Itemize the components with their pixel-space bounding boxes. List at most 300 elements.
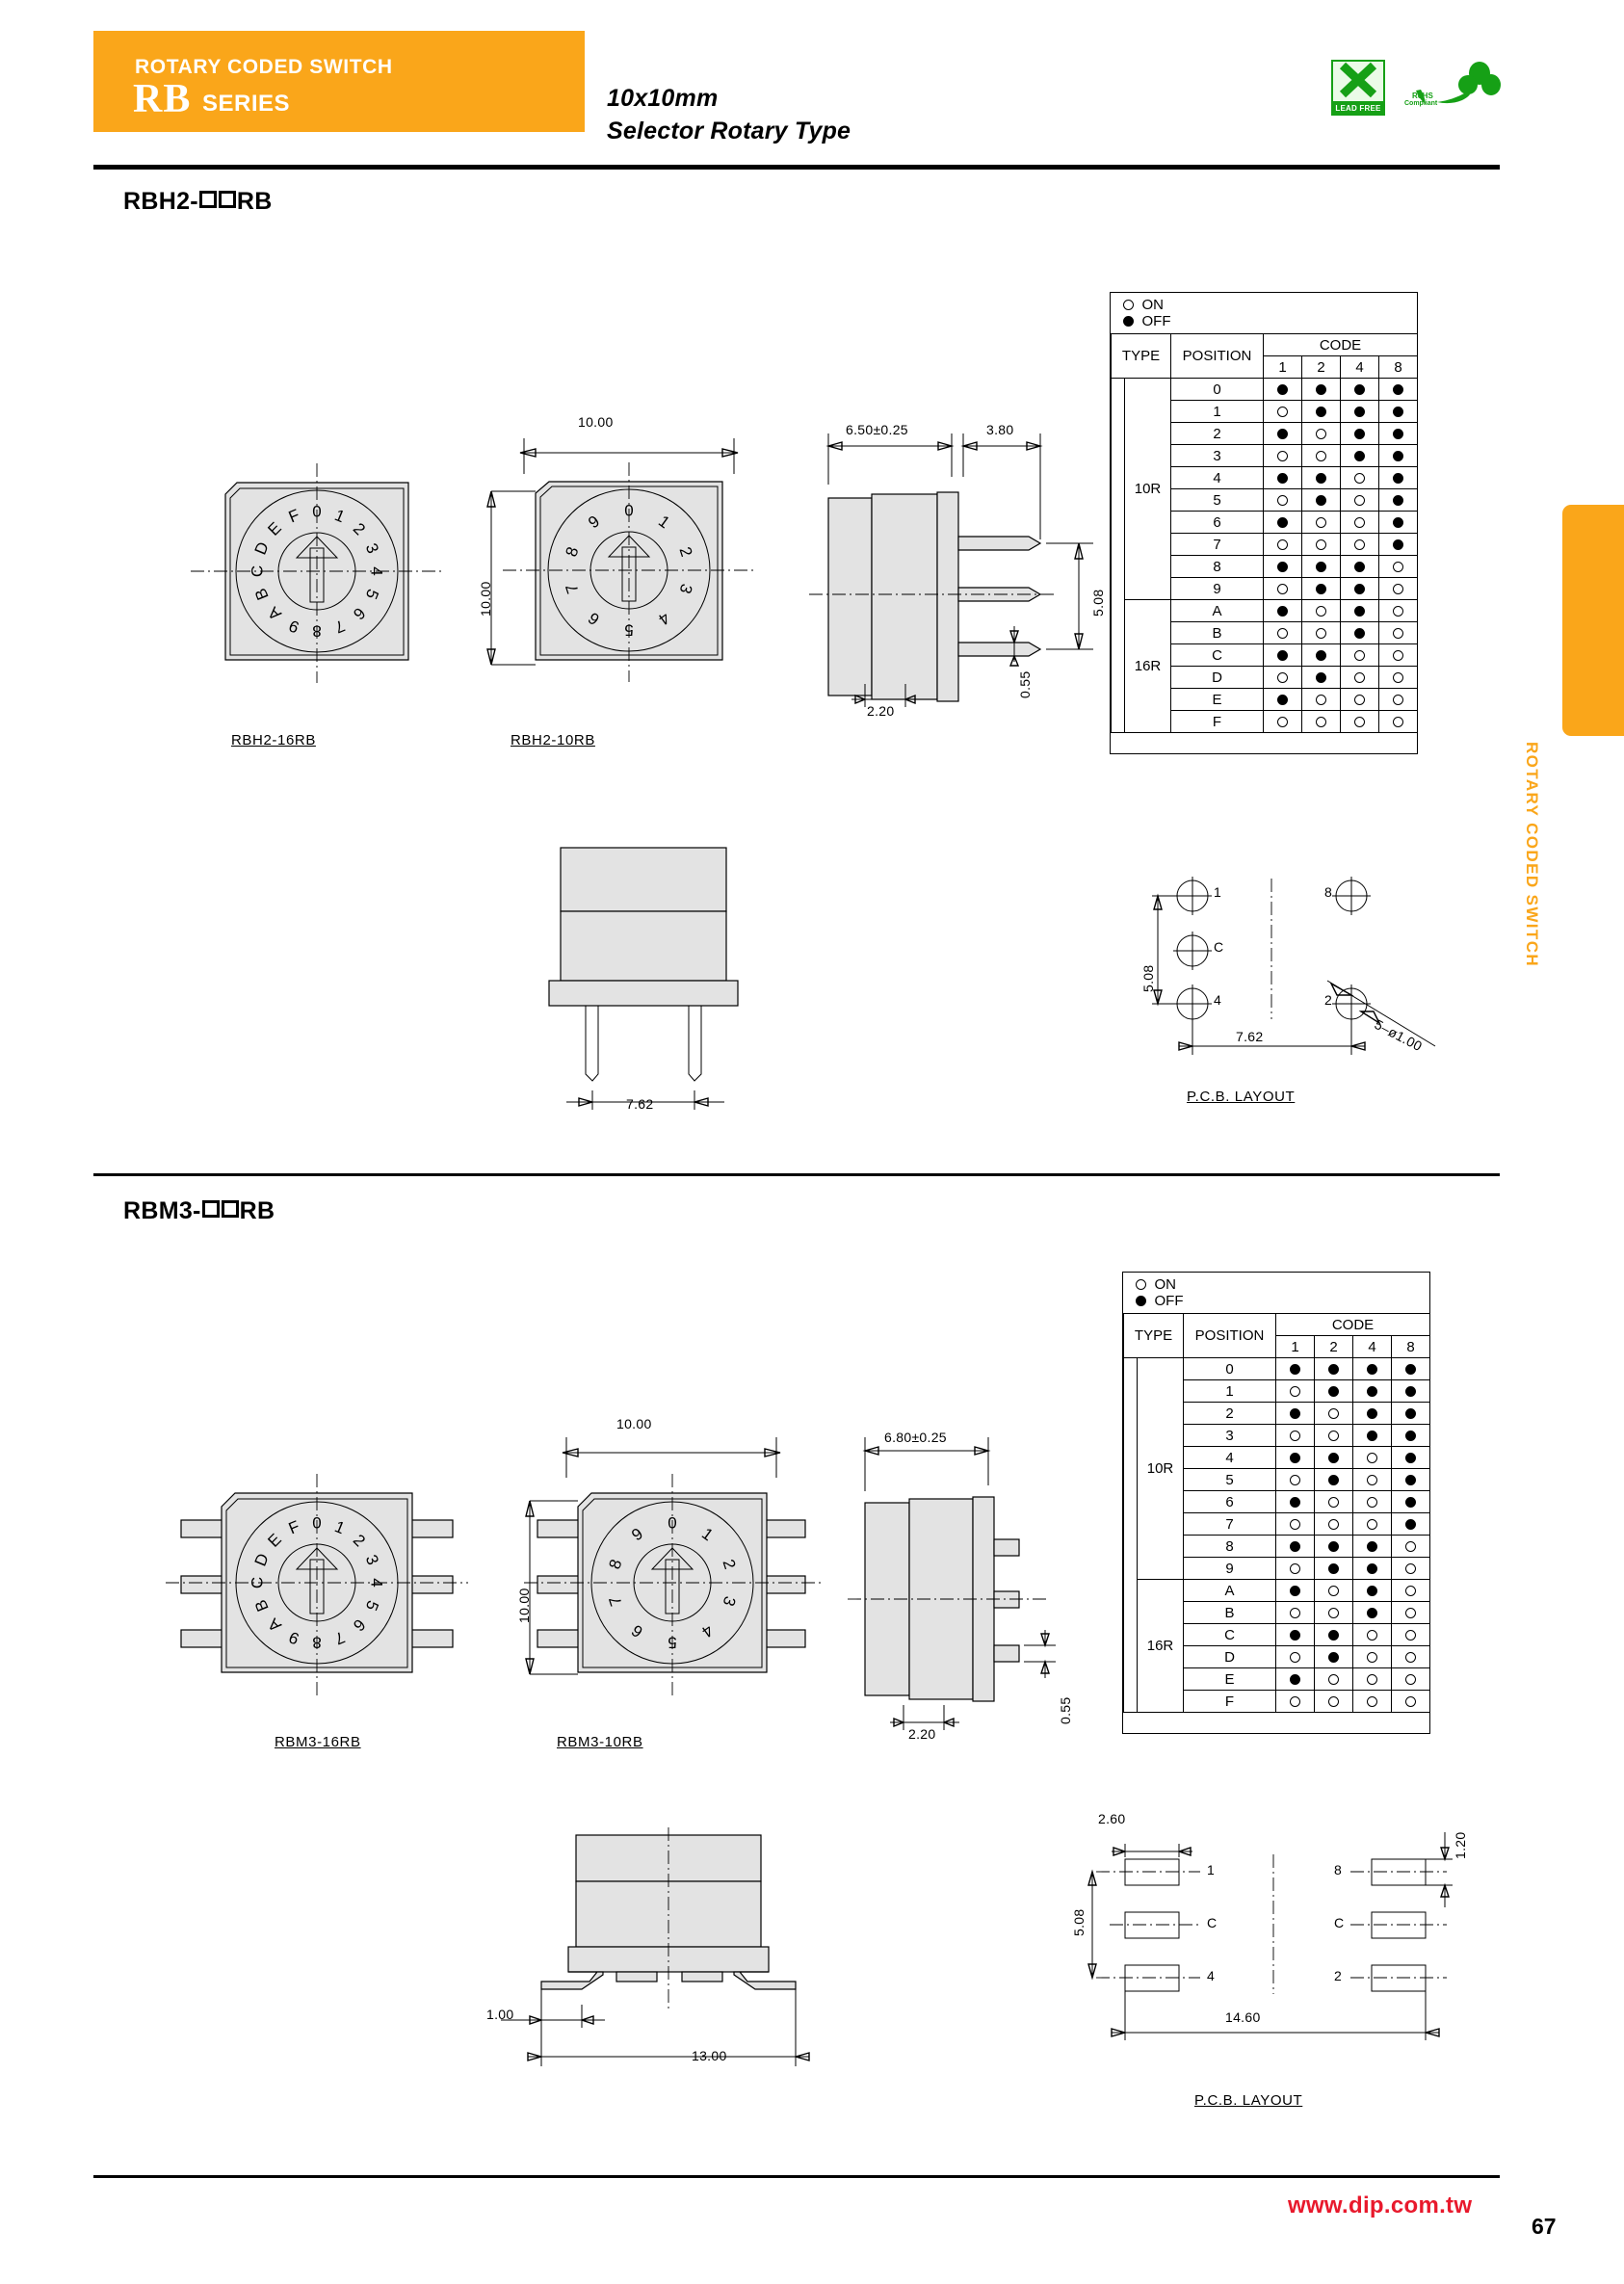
rbm3-dial16-caption: RBM3-16RB xyxy=(275,1734,361,1750)
dial-mark: 9 xyxy=(286,616,302,637)
off-label: OFF xyxy=(1141,313,1171,329)
rbh2-code-cell-9-8 xyxy=(1379,578,1418,600)
dial-mark: C xyxy=(248,564,267,578)
dial-mark: 8 xyxy=(605,1557,626,1572)
rbh2-code-cell-C-8 xyxy=(1379,644,1418,667)
rbh2-code-cell-A-1 xyxy=(1264,600,1302,622)
rbm3-code-cell-0-1 xyxy=(1276,1358,1315,1380)
rbh2-code-cell-8-4 xyxy=(1341,556,1379,578)
rbh2-code-type-16r: 16R xyxy=(1125,600,1171,733)
state-off-icon xyxy=(1367,1431,1377,1441)
rbm3-code-position-9: 9 xyxy=(1184,1558,1276,1580)
state-off-icon xyxy=(1277,650,1288,661)
rbh2-code-cell-3-2 xyxy=(1302,445,1341,467)
rbh2-code-cell-E-4 xyxy=(1341,689,1379,711)
table-row xyxy=(1112,379,1418,401)
rbh2-pcb-dim-horz: 7.62 xyxy=(1236,1029,1264,1044)
state-off-icon xyxy=(1405,1475,1416,1485)
rbm3-code-cell-F-2 xyxy=(1315,1691,1353,1713)
rbm3-height-dim-line xyxy=(501,1491,559,1684)
state-off-icon xyxy=(1290,1408,1300,1419)
rbm3-code-cell-5-4 xyxy=(1353,1469,1392,1491)
rbm3-pcb-dim-horz: 14.60 xyxy=(1225,2009,1261,2025)
state-off-icon xyxy=(1405,1431,1416,1441)
rbh2-code-cell-E-1 xyxy=(1264,689,1302,711)
rbh2-code-position-3: 3 xyxy=(1171,445,1264,467)
footer-url[interactable]: www.dip.com.tw xyxy=(1288,2192,1473,2218)
state-off-icon xyxy=(1328,1453,1339,1463)
state-on-icon xyxy=(1393,650,1403,661)
rbh2-code-header-code: CODE xyxy=(1264,334,1418,356)
rbm3-code-position-F: F xyxy=(1184,1691,1276,1713)
on-label: ON xyxy=(1141,297,1164,313)
dial-mark: 9 xyxy=(286,1627,302,1648)
rbh2-code-cell-2-4 xyxy=(1341,423,1379,445)
state-off-icon xyxy=(1367,1364,1377,1375)
off-symbol-icon xyxy=(1136,1296,1146,1306)
rbm3-code-position-2: 2 xyxy=(1184,1403,1276,1425)
rbh2-code-cell-6-1 xyxy=(1264,512,1302,534)
on-symbol-icon xyxy=(1123,300,1134,310)
state-off-icon xyxy=(1354,429,1365,439)
rbh2-code-header-type: TYPE xyxy=(1112,334,1171,379)
state-on-icon xyxy=(1367,1453,1377,1463)
side-tab-label: ROTARY CODED SWITCH xyxy=(1523,742,1541,968)
rbm3-dial16-drawing xyxy=(164,1483,482,1724)
state-off-icon xyxy=(1405,1453,1416,1463)
rbm3-code-position-0: 0 xyxy=(1184,1358,1276,1380)
state-off-icon xyxy=(1316,562,1326,572)
dial-mark: 9 xyxy=(628,1524,646,1545)
rbm3-code-code-bit-4: 4 xyxy=(1353,1336,1392,1358)
state-off-icon xyxy=(1367,1586,1377,1596)
state-on-icon xyxy=(1328,1586,1339,1596)
dial-mark: 9 xyxy=(585,512,603,533)
rbm3-code-cell-9-1 xyxy=(1276,1558,1315,1580)
state-off-icon xyxy=(1393,473,1403,484)
state-on-icon xyxy=(1328,1674,1339,1685)
dial-mark: D xyxy=(250,1550,273,1569)
rbh2-code-cell-A-4 xyxy=(1341,600,1379,622)
state-on-icon xyxy=(1316,539,1326,550)
rbh2-code-cell-3-4 xyxy=(1341,445,1379,467)
state-on-icon xyxy=(1405,1541,1416,1552)
rbh2-code-position-4: 4 xyxy=(1171,467,1264,489)
rbh2-code-cell-B-1 xyxy=(1264,622,1302,644)
state-off-icon xyxy=(1393,517,1403,528)
rbm3-code-cell-F-4 xyxy=(1353,1691,1392,1713)
rbm3-code-cell-9-8 xyxy=(1392,1558,1430,1580)
rbm3-elevation-drawing xyxy=(482,1825,848,2105)
rbh2-code-cell-6-8 xyxy=(1379,512,1418,534)
rbh2-code-type-10r: 10R xyxy=(1125,379,1171,600)
rbm3-dim-width: 10.00 xyxy=(616,1416,652,1431)
rbh2-code-position-1: 1 xyxy=(1171,401,1264,423)
state-on-icon xyxy=(1328,1431,1339,1441)
dial-mark: 2 xyxy=(349,519,369,539)
section-title-rbm3 xyxy=(123,1197,275,1225)
state-off-icon xyxy=(1367,1386,1377,1397)
footer-rule xyxy=(93,2175,1500,2178)
dial-mark: 1 xyxy=(698,1524,717,1545)
dial-mark: 5 xyxy=(361,586,382,602)
rbm3-code-position-6: 6 xyxy=(1184,1491,1276,1513)
state-off-icon xyxy=(1290,1364,1300,1375)
rbm3-dim-body-depth: 6.80±0.25 xyxy=(884,1430,947,1445)
rbm3-code-cell-A-1 xyxy=(1276,1580,1315,1602)
rbm3-dim-bottom-span: 13.00 xyxy=(692,2048,727,2063)
state-off-icon xyxy=(1316,650,1326,661)
state-off-icon xyxy=(1393,407,1403,417)
rbh2-code-position-9: 9 xyxy=(1171,578,1264,600)
table-row xyxy=(1124,1358,1430,1380)
rbm3-code-cell-5-8 xyxy=(1392,1469,1430,1491)
rbm3-code-cell-E-2 xyxy=(1315,1668,1353,1691)
rbm3-pcb-pad-2: 2 xyxy=(1334,1968,1343,1983)
dial-mark: 4 xyxy=(655,608,673,629)
state-on-icon xyxy=(1367,1696,1377,1707)
rbm3-code-position-D: D xyxy=(1184,1646,1276,1668)
rbh2-dial10-caption: RBH2-10RB xyxy=(511,732,595,748)
rbh2-code-cell-4-2 xyxy=(1302,467,1341,489)
rbh2-code-cell-5-4 xyxy=(1341,489,1379,512)
rbm3-code-cell-2-1 xyxy=(1276,1403,1315,1425)
rbh2-code-header-position: POSITION xyxy=(1171,334,1264,379)
rbm3-code-cell-0-2 xyxy=(1315,1358,1353,1380)
rbm3-pcb-caption: P.C.B. LAYOUT xyxy=(1194,2092,1303,2109)
rbh2-code-cell-5-1 xyxy=(1264,489,1302,512)
rbm3-pcb-pad-8: 8 xyxy=(1334,1862,1343,1877)
rbm3-code-position-E: E xyxy=(1184,1668,1276,1691)
rbh2-code-cell-6-4 xyxy=(1341,512,1379,534)
state-off-icon xyxy=(1328,1652,1339,1663)
rbh2-code-position-2: 2 xyxy=(1171,423,1264,445)
dial-mark: 7 xyxy=(331,1627,348,1648)
state-on-icon xyxy=(1328,1519,1339,1530)
rbm3-code-cell-5-1 xyxy=(1276,1469,1315,1491)
rbm3-pcb-dim-vert: 5.08 xyxy=(1071,1908,1087,1936)
rbh2-code-cell-2-1 xyxy=(1264,423,1302,445)
rbm3-code-cell-3-8 xyxy=(1392,1425,1430,1447)
state-off-icon xyxy=(1354,628,1365,639)
rbh2-pcb-hole-note: 5–ø1.00 xyxy=(1372,1016,1426,1055)
state-on-icon xyxy=(1354,473,1365,484)
rbm3-code-cell-A-4 xyxy=(1353,1580,1392,1602)
rbm3-code-cell-6-2 xyxy=(1315,1491,1353,1513)
rbh2-code-cell-E-2 xyxy=(1302,689,1341,711)
rbm3-dim-lead-foot: 1.00 xyxy=(486,2007,514,2022)
side-tab xyxy=(1562,505,1624,736)
section-divider xyxy=(93,1173,1500,1176)
dial-mark: 2 xyxy=(719,1557,740,1572)
rbm3-code-type-10r: 10R xyxy=(1138,1358,1184,1580)
dial-mark: 1 xyxy=(331,506,348,527)
dial-mark: C xyxy=(248,1576,267,1589)
rbm3-pcb-pad-c-left: C xyxy=(1207,1915,1218,1930)
on-symbol-icon xyxy=(1136,1279,1146,1290)
state-off-icon xyxy=(1290,1497,1300,1508)
rbh2-pcb-pin-1: 1 xyxy=(1214,884,1222,900)
rbh2-code-position-5: 5 xyxy=(1171,489,1264,512)
rbm3-code-code-bit-2: 2 xyxy=(1315,1336,1353,1358)
state-off-icon xyxy=(1328,1364,1339,1375)
state-on-icon xyxy=(1316,695,1326,705)
rbm3-code-cell-A-8 xyxy=(1392,1580,1430,1602)
state-on-icon xyxy=(1316,717,1326,727)
rbm3-code-cell-7-2 xyxy=(1315,1513,1353,1536)
rbm3-pcb-pad-1: 1 xyxy=(1207,1862,1216,1877)
state-on-icon xyxy=(1290,1696,1300,1707)
rbm3-code-header-position: POSITION xyxy=(1184,1314,1276,1358)
rbm3-code-type-16r: 16R xyxy=(1138,1580,1184,1713)
placeholder-box xyxy=(219,191,236,208)
state-on-icon xyxy=(1316,628,1326,639)
rbm3-code-header-type: TYPE xyxy=(1124,1314,1184,1358)
on-label: ON xyxy=(1154,1276,1176,1293)
state-off-icon xyxy=(1290,1674,1300,1685)
state-on-icon xyxy=(1393,695,1403,705)
rbm3-code-cell-C-4 xyxy=(1353,1624,1392,1646)
state-on-icon xyxy=(1393,628,1403,639)
rbh2-code-position-6: 6 xyxy=(1171,512,1264,534)
state-off-icon xyxy=(1367,1563,1377,1574)
state-on-icon xyxy=(1354,517,1365,528)
table-row xyxy=(1112,600,1418,622)
rbm3-pcb-dim-pad-w: 2.60 xyxy=(1098,1811,1126,1826)
rbm3-code-cell-D-8 xyxy=(1392,1646,1430,1668)
rbh2-pcb-pin-2: 2 xyxy=(1324,992,1333,1008)
state-on-icon xyxy=(1277,628,1288,639)
rbh2-dim-width: 10.00 xyxy=(578,414,614,430)
dial-mark: A xyxy=(264,1615,285,1636)
off-label: OFF xyxy=(1154,1293,1184,1309)
rbh2-code-cell-7-8 xyxy=(1379,534,1418,556)
dial-mark: 1 xyxy=(331,1517,348,1538)
rbm3-flange-leader xyxy=(886,1697,1002,1755)
state-on-icon xyxy=(1354,539,1365,550)
rbm3-code-cell-8-4 xyxy=(1353,1536,1392,1558)
rbm3-code-cell-6-4 xyxy=(1353,1491,1392,1513)
dial-mark: 0 xyxy=(668,1513,677,1533)
state-off-icon xyxy=(1316,384,1326,395)
rbh2-dim-bottom-span: 7.62 xyxy=(626,1096,654,1112)
state-on-icon xyxy=(1393,672,1403,683)
rbh2-code-cell-4-8 xyxy=(1379,467,1418,489)
rbh2-code-cell-E-8 xyxy=(1379,689,1418,711)
rbm3-code-cell-8-8 xyxy=(1392,1536,1430,1558)
state-on-icon xyxy=(1316,606,1326,617)
header-title-line2: Selector Rotary Type xyxy=(607,118,851,144)
header-rule xyxy=(93,165,1500,170)
state-on-icon xyxy=(1328,1408,1339,1419)
rbh2-code-cell-D-8 xyxy=(1379,667,1418,689)
rbh2-dial10-drawing xyxy=(482,414,771,732)
dial-mark: 2 xyxy=(675,544,696,560)
rbm3-code-cell-E-8 xyxy=(1392,1668,1430,1691)
rohs-sublabel: Compliant xyxy=(1404,100,1438,107)
table-row xyxy=(1124,1580,1430,1602)
state-off-icon xyxy=(1354,451,1365,461)
rbh2-code-cell-8-8 xyxy=(1379,556,1418,578)
rbm3-code-cell-D-2 xyxy=(1315,1646,1353,1668)
rbh2-code-cell-7-1 xyxy=(1264,534,1302,556)
rbh2-code-code-bit-8: 8 xyxy=(1379,356,1418,379)
section-title-rbh2 xyxy=(123,188,273,216)
state-on-icon xyxy=(1290,1608,1300,1618)
state-off-icon xyxy=(1393,451,1403,461)
state-off-icon xyxy=(1354,562,1365,572)
rbm3-code-cell-7-8 xyxy=(1392,1513,1430,1536)
rbh2-pcb-dim-vert: 5.08 xyxy=(1140,964,1156,992)
rbm3-code-cell-2-2 xyxy=(1315,1403,1353,1425)
rbm3-code-cell-E-1 xyxy=(1276,1668,1315,1691)
state-off-icon xyxy=(1316,584,1326,594)
dial-mark: 3 xyxy=(361,540,382,557)
state-on-icon xyxy=(1354,672,1365,683)
state-on-icon xyxy=(1277,407,1288,417)
rbh2-dim-pin-thickness: 0.55 xyxy=(1017,670,1033,698)
rbh2-code-cell-D-2 xyxy=(1302,667,1341,689)
state-on-icon xyxy=(1290,1519,1300,1530)
state-off-icon xyxy=(1367,1541,1377,1552)
rbm3-code-cell-6-8 xyxy=(1392,1491,1430,1513)
state-on-icon xyxy=(1367,1630,1377,1641)
lead-free-x-icon xyxy=(1335,62,1381,100)
rbh2-code-cell-7-4 xyxy=(1341,534,1379,556)
rbm3-code-cell-8-1 xyxy=(1276,1536,1315,1558)
rbh2-code-cell-C-4 xyxy=(1341,644,1379,667)
rbm3-code-cell-0-8 xyxy=(1392,1358,1430,1380)
rbh2-code-cell-D-1 xyxy=(1264,667,1302,689)
state-off-icon xyxy=(1277,429,1288,439)
state-off-icon xyxy=(1367,1608,1377,1618)
dial-mark: 8 xyxy=(312,621,322,641)
placeholder-box xyxy=(222,1200,239,1218)
state-on-icon xyxy=(1354,717,1365,727)
state-off-icon xyxy=(1393,384,1403,395)
state-off-icon xyxy=(1393,539,1403,550)
rbm3-code-legend xyxy=(1124,1273,1392,1314)
rbm3-code-cell-1-4 xyxy=(1353,1380,1392,1403)
rbm3-code-position-B: B xyxy=(1184,1602,1276,1624)
state-off-icon xyxy=(1328,1563,1339,1574)
rbh2-code-cell-3-1 xyxy=(1264,445,1302,467)
rbh2-code-cell-2-2 xyxy=(1302,423,1341,445)
rbh2-code-cell-1-8 xyxy=(1379,401,1418,423)
section-title-rbm3-prefix: RBM3- xyxy=(123,1197,201,1224)
state-on-icon xyxy=(1367,1475,1377,1485)
rbm3-dial10-drawing xyxy=(520,1416,838,1734)
rbh2-code-position-A: A xyxy=(1171,600,1264,622)
dial-mark: 8 xyxy=(312,1633,322,1652)
dial-mark: B xyxy=(250,585,273,603)
rbh2-pcb-caption: P.C.B. LAYOUT xyxy=(1187,1089,1296,1105)
rbh2-code-cell-0-1 xyxy=(1264,379,1302,401)
dial-mark: 5 xyxy=(624,620,634,640)
state-off-icon xyxy=(1405,1364,1416,1375)
state-off-icon xyxy=(1290,1453,1300,1463)
state-on-icon xyxy=(1290,1652,1300,1663)
rbh2-code-cell-F-8 xyxy=(1379,711,1418,733)
state-off-icon xyxy=(1290,1630,1300,1641)
dial-mark: B xyxy=(250,1596,273,1615)
dial-mark: 4 xyxy=(698,1620,717,1641)
state-off-icon xyxy=(1328,1386,1339,1397)
rbm3-code-cell-6-1 xyxy=(1276,1491,1315,1513)
dial-mark: 3 xyxy=(675,581,696,596)
header-series-word: SERIES xyxy=(202,91,291,117)
state-on-icon xyxy=(1316,429,1326,439)
dial-mark: 5 xyxy=(668,1633,677,1652)
dial-mark: E xyxy=(264,1530,285,1551)
rbh2-code-cell-4-4 xyxy=(1341,467,1379,489)
rbh2-code-cell-B-8 xyxy=(1379,622,1418,644)
state-off-icon xyxy=(1393,495,1403,506)
dial-mark: 6 xyxy=(349,603,369,623)
state-off-icon xyxy=(1405,1408,1416,1419)
rbm3-code-position-A: A xyxy=(1184,1580,1276,1602)
rbm3-code-position-7: 7 xyxy=(1184,1513,1276,1536)
rbh2-code-code-bit-2: 2 xyxy=(1302,356,1341,379)
state-on-icon xyxy=(1367,1674,1377,1685)
rbh2-pcb-pin-4: 4 xyxy=(1214,992,1222,1008)
rbh2-code-cell-1-1 xyxy=(1264,401,1302,423)
rbh2-code-cell-C-2 xyxy=(1302,644,1341,667)
dial-mark: 1 xyxy=(655,512,673,533)
state-on-icon xyxy=(1367,1519,1377,1530)
state-off-icon xyxy=(1405,1519,1416,1530)
rbh2-dim-flange: 2.20 xyxy=(867,703,895,719)
rbh2-elevation-drawing xyxy=(501,838,790,1117)
state-on-icon xyxy=(1277,539,1288,550)
rbm3-code-cell-8-2 xyxy=(1315,1536,1353,1558)
dial-mark: 3 xyxy=(719,1593,740,1609)
rbm3-code-header-code: CODE xyxy=(1276,1314,1430,1336)
rbh2-code-legend xyxy=(1112,293,1379,334)
rbh2-code-cell-1-4 xyxy=(1341,401,1379,423)
rbm3-code-position-C: C xyxy=(1184,1624,1276,1646)
rbh2-code-type-bracket xyxy=(1112,379,1125,733)
state-off-icon xyxy=(1328,1541,1339,1552)
state-off-icon xyxy=(1277,695,1288,705)
dial-mark: 4 xyxy=(367,566,386,576)
state-on-icon xyxy=(1290,1475,1300,1485)
rbm3-code-type-bracket xyxy=(1124,1358,1138,1713)
rbh2-code-position-F: F xyxy=(1171,711,1264,733)
placeholder-box xyxy=(202,1200,220,1218)
rbm3-code-cell-1-1 xyxy=(1276,1380,1315,1403)
dial-mark: 3 xyxy=(361,1552,382,1568)
state-off-icon xyxy=(1316,495,1326,506)
code-table-rbm3 xyxy=(1122,1272,1430,1734)
section-title-rbh2-suffix: RB xyxy=(236,188,273,215)
state-off-icon xyxy=(1393,429,1403,439)
rbm3-code-cell-9-4 xyxy=(1353,1558,1392,1580)
rbm3-code-position-3: 3 xyxy=(1184,1425,1276,1447)
rbh2-code-position-0: 0 xyxy=(1171,379,1264,401)
state-on-icon xyxy=(1405,1652,1416,1663)
header-brand: RB xyxy=(133,77,192,121)
rbh2-flange-leader xyxy=(848,674,963,732)
rbm3-code-cell-2-4 xyxy=(1353,1403,1392,1425)
rbm3-code-cell-A-2 xyxy=(1315,1580,1353,1602)
rbm3-dim-height: 10.00 xyxy=(516,1588,532,1623)
lead-free-label: LEAD FREE xyxy=(1331,101,1385,116)
dial-mark: 7 xyxy=(605,1593,626,1609)
state-on-icon xyxy=(1277,495,1288,506)
rbh2-code-cell-B-2 xyxy=(1302,622,1341,644)
state-off-icon xyxy=(1328,1475,1339,1485)
